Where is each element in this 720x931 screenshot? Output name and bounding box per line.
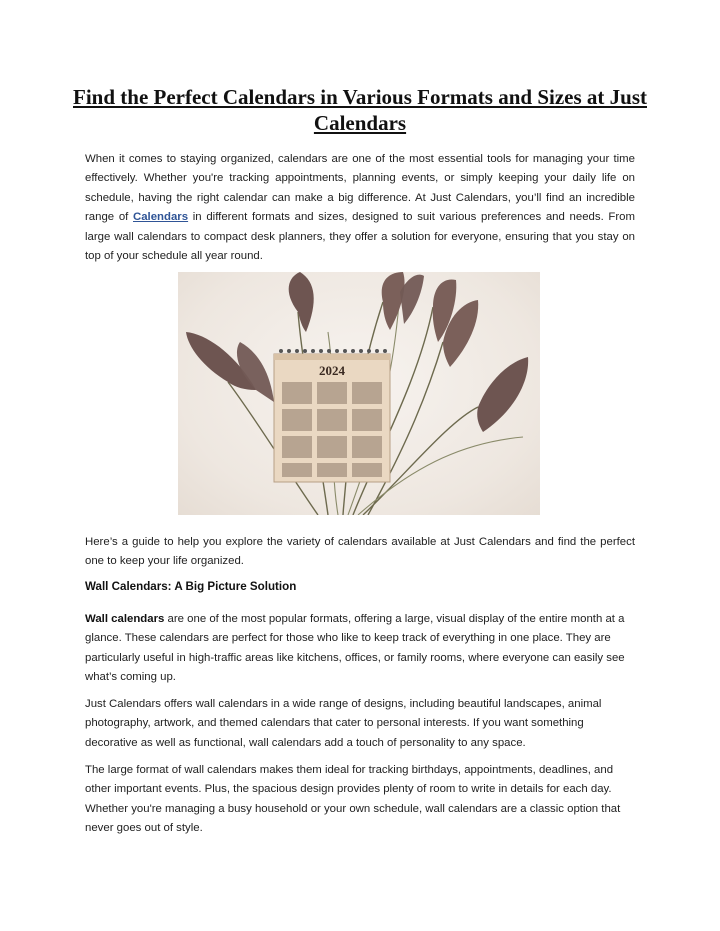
wall-calendars-paragraph-3: The large format of wall calendars makes them ideal for tracking birthdays, appointments, deadlines, and other important events. Plus, the spacious design provides plenty of room to write in details for each day. Whether you're managing a busy household or your own schedule, wall calendars are a classic option that never goes out of style. [85, 764, 621, 835]
photo-illustration [178, 272, 540, 515]
page-title: Find the Perfect Calendars in Various Formats and Sizes at Just Calendars [73, 85, 647, 135]
guide-paragraph: Here’s a guide to help you explore the variety of calendars available at Just Calendars and find the perfect one to keep your life organized. [85, 536, 635, 568]
pampas-grass-calendar-photo [178, 272, 540, 515]
intro-text-before-link: When it comes to staying organized, calendars are one of the most essential tools for managing your time effectively. Whether you're tracking appointments, planning events, or simply keeping your daily life on schedule, having the right calendar can make a big difference. At Just Calendars, you’ll find an incredible range of [85, 153, 635, 224]
wall-calendars-paragraph-2: Just Calendars offers wall calendars in a wide range of designs, including beautiful landscapes, animal photography, artwork, and themed calendars that cater to personal interests. If you want something decorative as well as functional, wall calendars add a touch of personality to any space. [85, 698, 602, 749]
wall-calendars-p1-text: are one of the most popular formats, offering a large, visual display of the entire month at a glance. These calendars are perfect for those who like to keep track of everything in one place. They are particularly useful in high-traffic areas like kitchens, offices, or family rooms, where everyone can easily see what’s coming up. [85, 613, 625, 684]
intro-paragraph [85, 150, 635, 266]
calendars-link[interactable]: Calendars [133, 211, 189, 224]
desk-calendar [274, 349, 390, 482]
calendar-year-text: 2024 [319, 363, 345, 378]
wall-calendars-paragraph-1 [85, 610, 635, 688]
intro-text-after-link: in different formats and sizes, designed to suit various preferences and needs. From large wall calendars to compact desk planners, they offer a solution for everyone, ensuring that you stay on top of your schedule all year round. [85, 211, 635, 263]
wall-calendars-bold: Wall calendars [85, 613, 165, 625]
section-heading: Wall Calendars: A Big Picture Solution [85, 580, 297, 593]
